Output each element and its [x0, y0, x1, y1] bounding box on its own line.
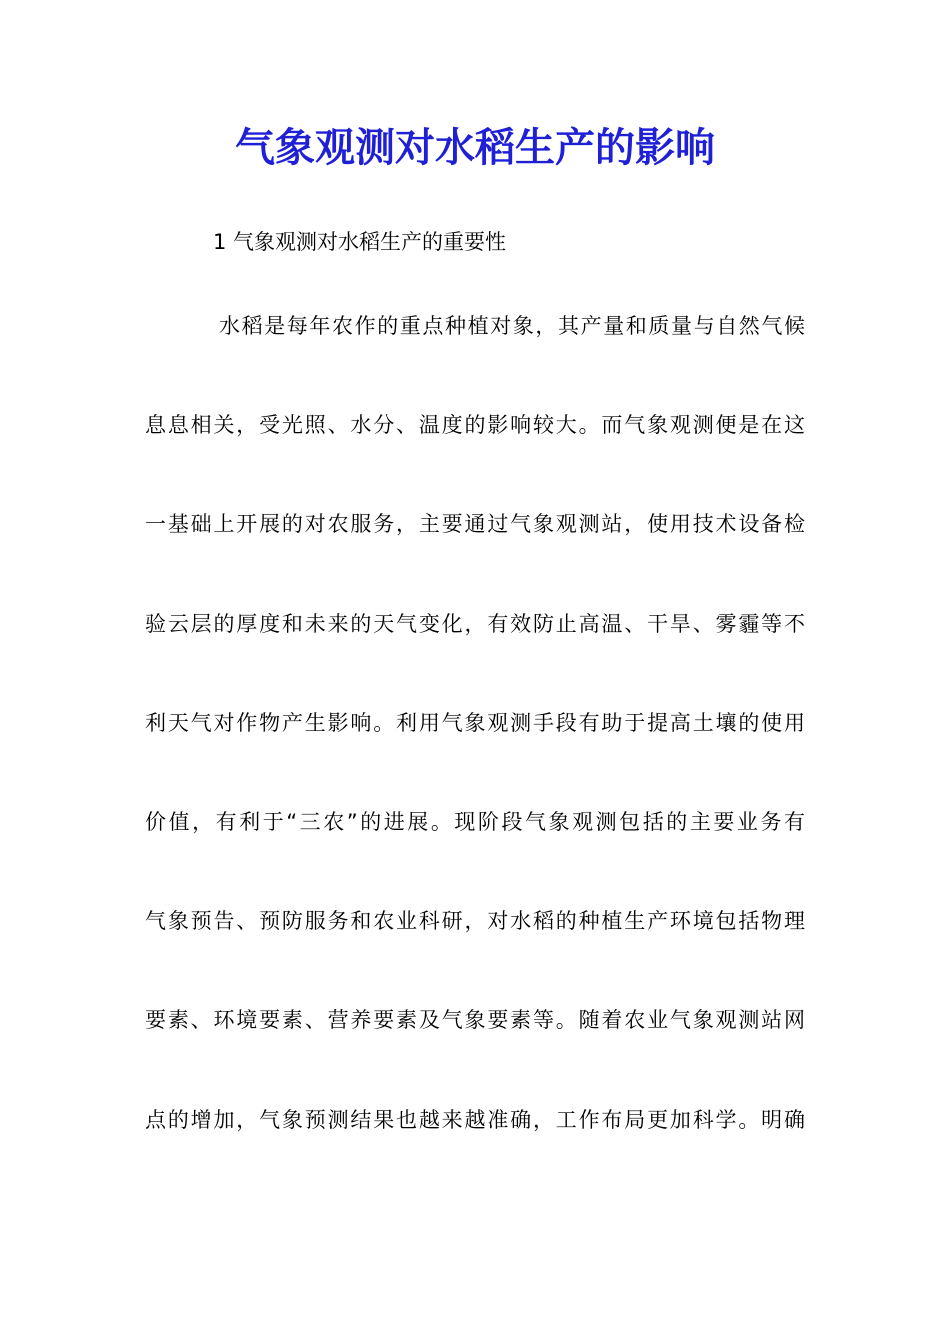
document-title: 气象观测对水稻生产的影响	[235, 124, 715, 171]
body-line: 要素、环境要素、营养要素及气象要素等。随着农业气象观测站网	[145, 1008, 805, 1033]
body-line: 点的增加，气象预测结果也越来越准确，工作布局更加科学。明确	[145, 1107, 805, 1132]
body-line: 气象预告、预防服务和农业科研，对水稻的种植生产环境包括物理	[145, 909, 805, 934]
body-line: 验云层的厚度和未来的天气变化，有效防止高温、干旱、雾霾等不	[145, 611, 805, 636]
body-paragraph	[145, 308, 805, 1201]
body-line: 价值，有利于“三农”的进展。现阶段气象观测包括的主要业务有	[145, 809, 805, 834]
body-line: 一基础上开展的对农服务，主要通过气象观测站，使用技术设备检	[145, 512, 805, 537]
body-line: 息息相关，受光照、水分、温度的影响较大。而气象观测便是在这	[145, 413, 805, 438]
body-line: 水稻是每年农作的重点种植对象，其产量和质量与自然气候	[219, 314, 805, 338]
body-line: 利天气对作物产生影响。利用气象观测手段有助于提高土壤的使用	[145, 710, 805, 735]
section-heading: 1 气象观测对水稻生产的重要性	[213, 230, 507, 254]
